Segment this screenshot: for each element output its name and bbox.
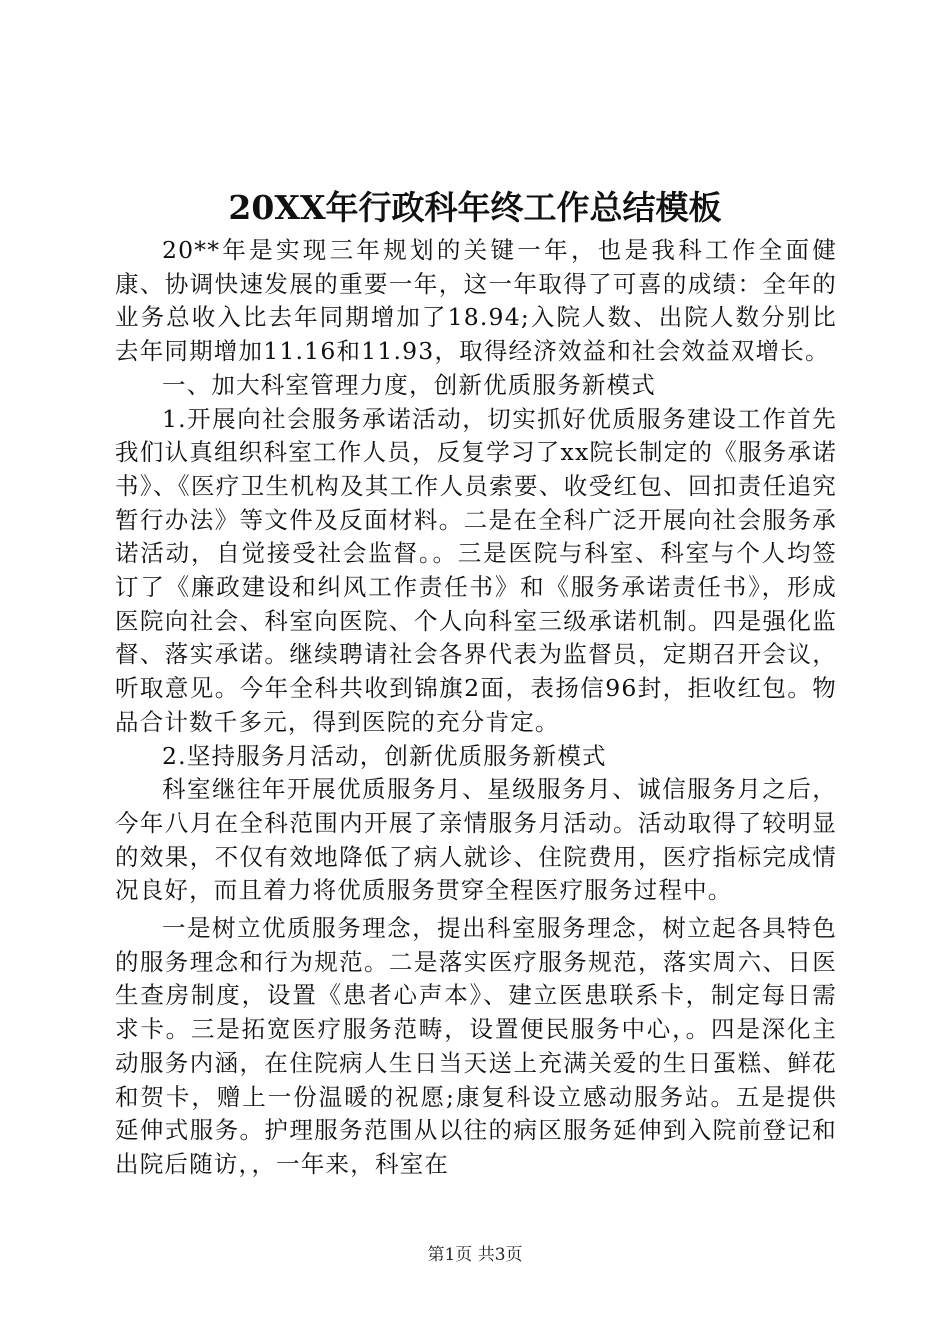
section-heading-1: 一、加大科室管理力度，创新优质服务新模式 xyxy=(162,370,656,399)
paragraph-service-month: 科室继往年开展优质服务月、星级服务月、诚信服务月之后，今年八月在全科范围内开展了亲情服务月活动。活动取得了较明显的效果，不仅有效地降低了病人就诊、住院费用，医疗指标完成情况良好，而且着力将优质服务贯穿全程医疗服务过程中。 xyxy=(115,775,837,905)
paragraph-service-measures: 一是树立优质服务理念，提出科室服务理念，树立起各具特色的服务理念和行为规范。二是落实医疗服务规范，落实周六、日医生查房制度，设置《患者心声本》、建立医患联系卡，制定每日需求卡。三是拓宽医疗服务范畴，设置便民服务中心，。四是深化主动服务内涵，在住院病人生日当天送上充满关爱的生日蛋糕、鲜花和贺卡，赠上一份温暖的祝愿;康复科设立感动服务站。五是提供延伸式服务。护理服务范围从以往的病区服务延伸到入院前登记和出院后随访，，一年来，科室在 xyxy=(115,914,837,1178)
page-footer: 第1页 共3页 xyxy=(427,1245,523,1265)
paragraph-service-commitment: 1.开展向社会服务承诺活动，切实抓好优质服务建设工作首先我们认真组织科室工作人员，反复学习了xx院长制定的《服务承诺书》、《医疗卫生机构及其工作人员索要、收受红包、回扣责任追究暂行办法》等文件及反面材料。二是在全科广泛开展向社会服务承诺活动，自觉接受社会监督。。三是医院与科室、科室与个人均签订了《廉政建设和纠风工作责任书》和《服务承诺责任书》，形成医院向社会、科室向医院、个人向科室三级承诺机制。四是强化监督、落实承诺。继续聘请社会各界代表为监督员，定期召开会议，听取意见。今年全科共收到锦旗2面，表扬信96封，拒收红包。物品合计数千多元，得到医院的充分肯定。 xyxy=(115,404,837,736)
document-body xyxy=(115,234,837,1182)
subheading-service-month: 2.坚持服务月活动，创新优质服务新模式 xyxy=(162,741,607,770)
document-title: 20XX年行政科年终工作总结模板 xyxy=(228,188,722,227)
paragraph-intro: 20**年是实现三年规划的关键一年，也是我科工作全面健康、协调快速发展的重要一年，这一年取得了可喜的成绩：全年的业务总收入比去年同期增加了18.94;入院人数、出院人数分别比去年同期增加11.16和11.93，取得经济效益和社会效益双增长。 xyxy=(115,236,837,366)
